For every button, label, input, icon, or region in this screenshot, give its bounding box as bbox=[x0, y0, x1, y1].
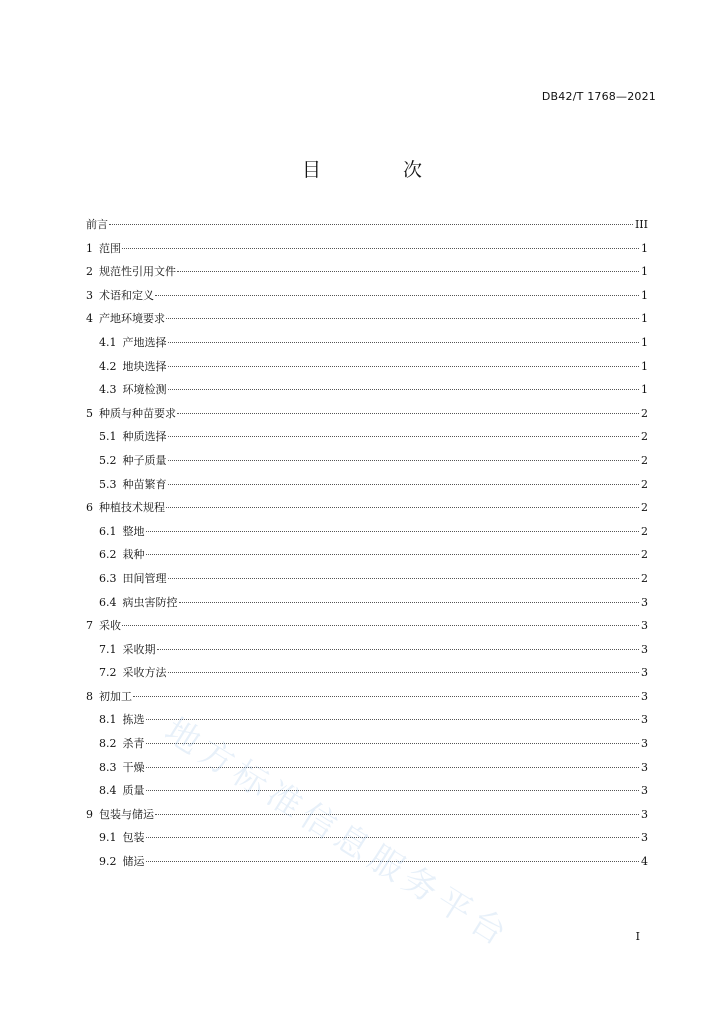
toc-entry-number: 7 bbox=[86, 619, 93, 633]
toc-dot-leader bbox=[168, 578, 640, 579]
toc-entry-label bbox=[99, 334, 167, 352]
toc-entry-label bbox=[99, 664, 167, 682]
toc-entry-title: 质量 bbox=[122, 784, 145, 798]
toc-entry-page: 3 bbox=[641, 666, 648, 680]
toc-entry[interactable] bbox=[86, 263, 648, 287]
toc-entry-title: 拣选 bbox=[122, 713, 145, 727]
toc-entry[interactable] bbox=[86, 594, 648, 618]
toc-entry-title: 储运 bbox=[122, 855, 145, 869]
toc-entry-title: 种子质量 bbox=[122, 453, 167, 467]
toc-dot-leader bbox=[146, 861, 640, 862]
toc-entry-title: 病虫害防控 bbox=[122, 595, 178, 609]
toc-entry-page: 2 bbox=[641, 571, 648, 585]
toc-entry-label bbox=[99, 523, 145, 541]
toc-entry-page: 1 bbox=[641, 265, 648, 279]
toc-entry-label bbox=[86, 499, 165, 517]
toc-dot-leader bbox=[146, 767, 640, 768]
toc-entry-label bbox=[86, 310, 165, 328]
toc-entry-title: 干燥 bbox=[122, 760, 145, 774]
toc-entry-number: 5.3 bbox=[99, 477, 117, 491]
toc-entry-page: 2 bbox=[641, 406, 648, 420]
table-of-contents bbox=[86, 216, 648, 877]
toc-entry-title: 种植技术规程 bbox=[99, 501, 165, 515]
toc-dot-leader bbox=[146, 531, 640, 532]
toc-entry[interactable] bbox=[86, 759, 648, 783]
toc-entry-label bbox=[99, 735, 145, 753]
toc-entry-title: 种质与种苗要求 bbox=[99, 406, 176, 420]
toc-entry-label bbox=[86, 405, 176, 423]
toc-entry-number: 4.2 bbox=[99, 359, 117, 373]
toc-dot-leader bbox=[168, 672, 640, 673]
toc-entry[interactable] bbox=[86, 287, 648, 311]
toc-entry[interactable] bbox=[86, 735, 648, 759]
toc-dot-leader bbox=[168, 484, 640, 485]
toc-entry-page: 3 bbox=[641, 689, 648, 703]
toc-entry-title: 采收 bbox=[99, 619, 121, 633]
toc-dot-leader bbox=[166, 318, 639, 319]
toc-dot-leader bbox=[146, 554, 640, 555]
page-title: 目 次 bbox=[301, 159, 461, 181]
toc-entry[interactable] bbox=[86, 664, 648, 688]
toc-entry-page: 3 bbox=[641, 831, 648, 845]
toc-entry-number: 6 bbox=[86, 501, 93, 515]
toc-entry-page: 1 bbox=[641, 335, 648, 349]
toc-entry[interactable] bbox=[86, 641, 648, 665]
toc-entry-label bbox=[99, 546, 145, 564]
toc-dot-leader bbox=[168, 342, 640, 343]
toc-dot-leader bbox=[146, 837, 640, 838]
toc-dot-leader bbox=[155, 814, 639, 815]
toc-entry-title: 包装与储运 bbox=[99, 807, 154, 821]
toc-entry-title: 种苗繁育 bbox=[122, 477, 167, 491]
toc-entry-page: 1 bbox=[641, 241, 648, 255]
toc-entry-page: 2 bbox=[641, 524, 648, 538]
toc-entry-title: 种质选择 bbox=[122, 430, 167, 444]
toc-dot-leader bbox=[155, 295, 639, 296]
toc-entry-number: 7.1 bbox=[99, 642, 117, 656]
toc-entry-number: 9.1 bbox=[99, 831, 117, 845]
toc-dot-leader bbox=[146, 743, 640, 744]
toc-entry-label bbox=[99, 358, 167, 376]
toc-entry[interactable] bbox=[86, 334, 648, 358]
toc-entry-page: 3 bbox=[641, 595, 648, 609]
toc-entry-label bbox=[99, 476, 167, 494]
toc-entry-label bbox=[99, 641, 156, 659]
toc-entry-number: 8.2 bbox=[99, 737, 117, 751]
toc-entry[interactable] bbox=[86, 688, 648, 712]
page-number: I bbox=[635, 930, 640, 943]
toc-entry[interactable] bbox=[86, 310, 648, 334]
toc-dot-leader bbox=[157, 649, 640, 650]
toc-entry-number: 6.1 bbox=[99, 524, 117, 538]
toc-entry-label bbox=[99, 428, 167, 446]
toc-entry-number: 6.4 bbox=[99, 595, 117, 609]
toc-entry[interactable] bbox=[86, 405, 648, 429]
toc-entry-page: 2 bbox=[641, 501, 648, 515]
toc-entry-label bbox=[99, 829, 145, 847]
toc-entry-title: 产地选择 bbox=[122, 335, 167, 349]
toc-entry-number: 6.2 bbox=[99, 548, 117, 562]
toc-entry-page: 2 bbox=[641, 430, 648, 444]
toc-entry-label bbox=[99, 570, 167, 588]
toc-entry-label bbox=[99, 711, 145, 729]
toc-entry-label bbox=[86, 617, 121, 635]
toc-entry-page: 3 bbox=[641, 737, 648, 751]
toc-entry[interactable] bbox=[86, 782, 648, 806]
toc-entry-page: 3 bbox=[641, 713, 648, 727]
toc-dot-leader bbox=[168, 389, 640, 390]
toc-entry-label bbox=[99, 452, 167, 470]
toc-entry-label bbox=[86, 806, 154, 824]
toc-entry-label bbox=[86, 263, 176, 281]
toc-entry[interactable] bbox=[86, 476, 648, 500]
toc-entry[interactable] bbox=[86, 240, 648, 264]
toc-entry-page: 1 bbox=[641, 383, 648, 397]
toc-entry-label bbox=[99, 381, 167, 399]
toc-entry-title: 初加工 bbox=[99, 689, 132, 703]
toc-entry-label bbox=[86, 216, 108, 234]
toc-entry-number: 8 bbox=[86, 689, 93, 703]
toc-dot-leader bbox=[168, 436, 640, 437]
toc-entry[interactable] bbox=[86, 617, 648, 641]
toc-dot-leader bbox=[166, 507, 639, 508]
toc-dot-leader bbox=[146, 790, 640, 791]
toc-entry-page: 1 bbox=[641, 312, 648, 326]
toc-entry-number: 5 bbox=[86, 406, 93, 420]
toc-dot-leader bbox=[179, 602, 640, 603]
toc-entry-title: 包装 bbox=[122, 831, 145, 845]
toc-entry-number: 8.1 bbox=[99, 713, 117, 727]
toc-entry-page: 2 bbox=[641, 548, 648, 562]
toc-entry-page: 3 bbox=[641, 760, 648, 774]
toc-entry-number: 5.1 bbox=[99, 430, 117, 444]
toc-entry[interactable] bbox=[86, 452, 648, 476]
toc-entry-title: 规范性引用文件 bbox=[99, 265, 176, 279]
toc-entry[interactable] bbox=[86, 216, 648, 240]
toc-entry-number: 1 bbox=[86, 241, 93, 255]
toc-entry-number: 9 bbox=[86, 807, 93, 821]
toc-entry-title: 地块选择 bbox=[122, 359, 167, 373]
toc-entry-page: 3 bbox=[641, 642, 648, 656]
toc-entry-page: 2 bbox=[641, 477, 648, 491]
toc-entry-number: 8.4 bbox=[99, 784, 117, 798]
toc-entry-number: 2 bbox=[86, 265, 93, 279]
toc-entry[interactable] bbox=[86, 806, 648, 830]
toc-entry-page: III bbox=[634, 218, 648, 231]
toc-entry-title: 术语和定义 bbox=[99, 288, 154, 302]
toc-entry[interactable] bbox=[86, 358, 648, 382]
document-code: DB42/T 1768—2021 bbox=[541, 90, 656, 103]
toc-entry-title: 采收方法 bbox=[122, 666, 167, 680]
toc-entry-title: 采收期 bbox=[122, 642, 156, 656]
toc-dot-leader bbox=[168, 460, 640, 461]
toc-entry-page: 4 bbox=[641, 855, 648, 869]
toc-entry-number: 4.3 bbox=[99, 383, 117, 397]
toc-entry[interactable] bbox=[86, 546, 648, 570]
toc-entry[interactable] bbox=[86, 523, 648, 547]
toc-entry-page: 1 bbox=[641, 288, 648, 302]
toc-entry-label bbox=[99, 782, 145, 800]
toc-dot-leader bbox=[177, 271, 639, 272]
toc-entry-number: 5.2 bbox=[99, 453, 117, 467]
toc-entry[interactable] bbox=[86, 711, 648, 735]
toc-entry-title: 田间管理 bbox=[122, 571, 167, 585]
toc-entry-title: 前言 bbox=[86, 218, 108, 231]
toc-entry-label bbox=[86, 287, 154, 305]
toc-entry-title: 杀青 bbox=[122, 737, 145, 751]
toc-dot-leader bbox=[133, 696, 639, 697]
toc-entry[interactable] bbox=[86, 428, 648, 452]
toc-entry[interactable] bbox=[86, 570, 648, 594]
toc-dot-leader bbox=[168, 366, 640, 367]
toc-entry-page: 1 bbox=[641, 359, 648, 373]
toc-entry[interactable] bbox=[86, 381, 648, 405]
toc-entry-title: 范围 bbox=[99, 241, 121, 255]
toc-entry-number: 8.3 bbox=[99, 760, 117, 774]
toc-entry-title: 整地 bbox=[122, 524, 145, 538]
toc-entry[interactable] bbox=[86, 853, 648, 877]
toc-dot-leader bbox=[122, 248, 639, 249]
watermark: 地方标准信息服务平台 bbox=[157, 710, 518, 957]
toc-entry-page: 3 bbox=[641, 807, 648, 821]
toc-entry-number: 3 bbox=[86, 288, 93, 302]
toc-entry-number: 4 bbox=[86, 312, 93, 326]
toc-entry-page: 2 bbox=[641, 453, 648, 467]
toc-entry-label bbox=[86, 688, 132, 706]
toc-entry-label bbox=[99, 759, 145, 777]
toc-entry-number: 4.1 bbox=[99, 335, 117, 349]
toc-dot-leader bbox=[122, 625, 639, 626]
toc-entry-title: 环境检测 bbox=[122, 383, 167, 397]
toc-entry-title: 栽种 bbox=[122, 548, 145, 562]
toc-entry-label bbox=[86, 240, 121, 258]
toc-entry-number: 7.2 bbox=[99, 666, 117, 680]
toc-dot-leader bbox=[177, 413, 639, 414]
toc-dot-leader bbox=[109, 224, 633, 225]
toc-dot-leader bbox=[146, 719, 640, 720]
toc-entry-number: 6.3 bbox=[99, 571, 117, 585]
toc-entry-title: 产地环境要求 bbox=[99, 312, 165, 326]
toc-entry-label bbox=[99, 853, 145, 871]
toc-entry-label bbox=[99, 594, 178, 612]
toc-entry-page: 3 bbox=[641, 784, 648, 798]
toc-entry-page: 3 bbox=[641, 619, 648, 633]
toc-entry[interactable] bbox=[86, 499, 648, 523]
toc-entry[interactable] bbox=[86, 829, 648, 853]
toc-entry-number: 9.2 bbox=[99, 855, 117, 869]
